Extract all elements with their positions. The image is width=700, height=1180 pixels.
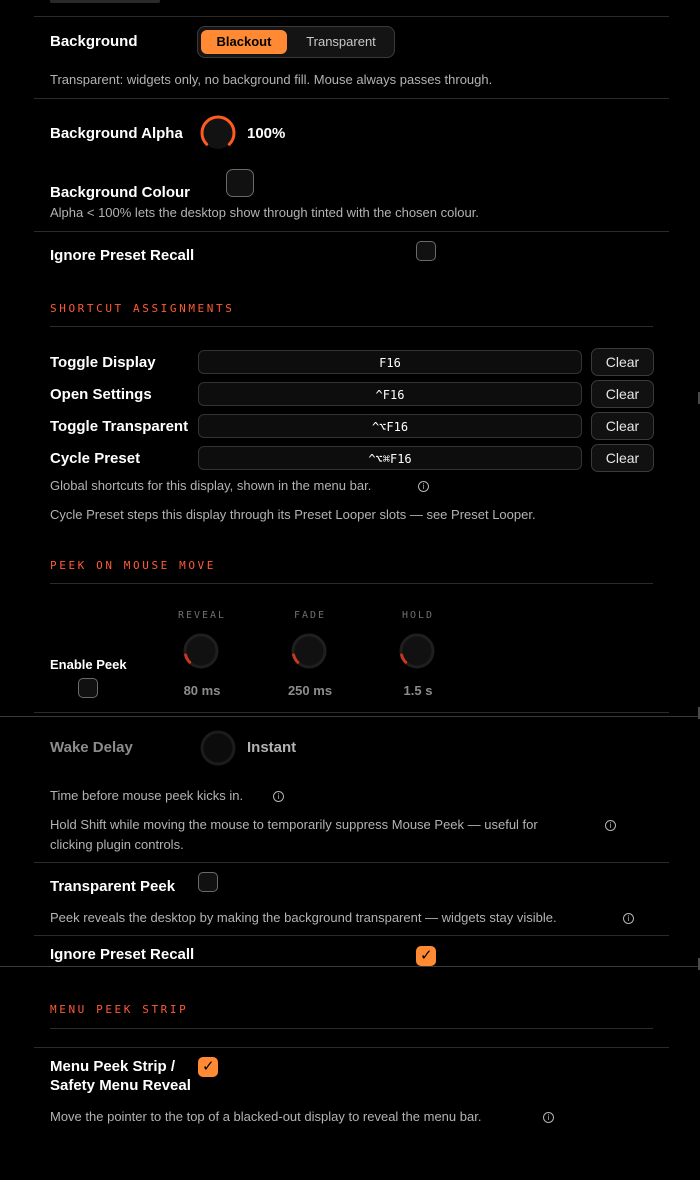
divider-full	[0, 966, 700, 967]
info-icon[interactable]: i	[623, 913, 634, 924]
menu-peek-label-line1: Menu Peek Strip /	[50, 1058, 176, 1075]
shortcut-field-open-settings[interactable]: ^F16	[198, 382, 582, 406]
knob-label-hold: HOLD	[401, 610, 435, 621]
divider	[34, 16, 669, 17]
menu-peek-note: Move the pointer to the top of a blacked-out display to reveal the menu bar.	[50, 1109, 482, 1124]
section-title-peek: PEEK ON MOUSE MOVE	[50, 559, 217, 572]
info-icon[interactable]: i	[543, 1112, 554, 1123]
section-title-menu-peek: MENU PEEK STRIP	[50, 1003, 189, 1016]
ignore-preset-recall-checkbox[interactable]	[416, 241, 436, 261]
shift-suppress-note-line1: Hold Shift while moving the mouse to temporarily suppress Mouse Peek — useful for	[50, 817, 538, 832]
knob-value-fade: 250 ms	[287, 683, 333, 698]
checkmark-icon: ✓	[202, 1057, 215, 1075]
background-alpha-value: 100%	[247, 125, 286, 142]
wake-delay-knob[interactable]	[197, 727, 239, 769]
background-note: Transparent: widgets only, no background fill. Mouse always passes through.	[50, 72, 493, 87]
hold-knob[interactable]	[397, 631, 437, 671]
transparent-peek-checkbox[interactable]	[198, 872, 218, 892]
clear-button-open-settings[interactable]: Clear	[591, 380, 654, 408]
background-colour-note: Alpha < 100% lets the desktop show through tinted with the chosen colour.	[50, 205, 479, 220]
wake-delay-label: Wake Delay	[50, 739, 133, 756]
fade-knob[interactable]	[289, 631, 329, 671]
cutoff-heading-fragment	[50, 0, 170, 3]
ignore-preset-recall-label: Ignore Preset Recall	[50, 247, 195, 264]
knob-label-fade: FADE	[293, 610, 327, 621]
shift-suppress-note-line2: clicking plugin controls.	[50, 837, 184, 852]
menu-peek-checkbox[interactable]	[198, 1057, 218, 1077]
menu-peek-label-line2: Safety Menu Reveal	[50, 1077, 191, 1094]
wake-delay-note: Time before mouse peek kicks in.	[50, 788, 244, 803]
wake-delay-value: Instant	[247, 739, 297, 756]
transparent-peek-note: Peek reveals the desktop by making the background transparent — widgets stay visible.	[50, 910, 557, 925]
divider-full	[0, 716, 700, 717]
transparent-peek-label: Transparent Peek	[50, 878, 176, 895]
background-colour-swatch[interactable]	[226, 169, 254, 197]
checkmark-icon: ✓	[420, 946, 433, 964]
knob-label-reveal: REVEAL	[177, 610, 227, 621]
segment-blackout[interactable]: Blackout	[201, 30, 287, 54]
clear-button-toggle-display[interactable]: Clear	[591, 348, 654, 376]
enable-peek-label: Enable Peek	[50, 657, 127, 672]
divider	[34, 935, 669, 936]
knob-value-hold: 1.5 s	[403, 683, 433, 698]
enable-peek-checkbox[interactable]	[78, 678, 98, 698]
shortcut-field-toggle-display[interactable]: F16	[198, 350, 582, 374]
shortcut-label-toggle-transparent: Toggle Transparent	[50, 418, 189, 435]
knob-value-reveal: 80 ms	[183, 683, 221, 698]
background-alpha-knob[interactable]	[197, 112, 239, 154]
reveal-knob[interactable]	[181, 631, 221, 671]
segment-transparent[interactable]: Transparent	[306, 34, 376, 49]
ignore-preset-recall-label: Ignore Preset Recall	[50, 946, 195, 963]
divider	[50, 326, 653, 327]
shortcut-label-toggle-display: Toggle Display	[50, 354, 156, 371]
info-icon[interactable]: i	[418, 481, 429, 492]
background-segmented-control	[197, 26, 395, 58]
divider	[34, 98, 669, 99]
section-title-shortcuts: SHORTCUT ASSIGNMENTS	[50, 302, 235, 315]
ignore-preset-recall-checkbox[interactable]	[416, 946, 436, 966]
shortcut-label-open-settings: Open Settings	[50, 386, 152, 403]
clear-button-cycle-preset[interactable]: Clear	[591, 444, 654, 472]
shortcut-label-cycle-preset: Cycle Preset	[50, 450, 141, 467]
shortcut-note-cycle: Cycle Preset steps this display through its Preset Looper slots — see Preset Looper.	[50, 507, 536, 522]
divider	[34, 712, 669, 713]
info-icon[interactable]: i	[273, 791, 284, 802]
background-alpha-label: Background Alpha	[50, 125, 183, 142]
divider	[50, 1028, 653, 1029]
background-label: Background	[50, 33, 138, 50]
divider	[34, 1047, 669, 1048]
clear-button-toggle-transparent[interactable]: Clear	[591, 412, 654, 440]
shortcut-field-toggle-transparent[interactable]: ^⌥F16	[198, 414, 582, 438]
divider	[34, 231, 669, 232]
divider	[34, 862, 669, 863]
shortcut-note-global: Global shortcuts for this display, shown in the menu bar.	[50, 478, 372, 493]
divider	[50, 583, 653, 584]
background-colour-label: Background Colour	[50, 184, 191, 201]
info-icon[interactable]: i	[605, 820, 616, 831]
shortcut-field-cycle-preset[interactable]: ^⌥⌘F16	[198, 446, 582, 470]
